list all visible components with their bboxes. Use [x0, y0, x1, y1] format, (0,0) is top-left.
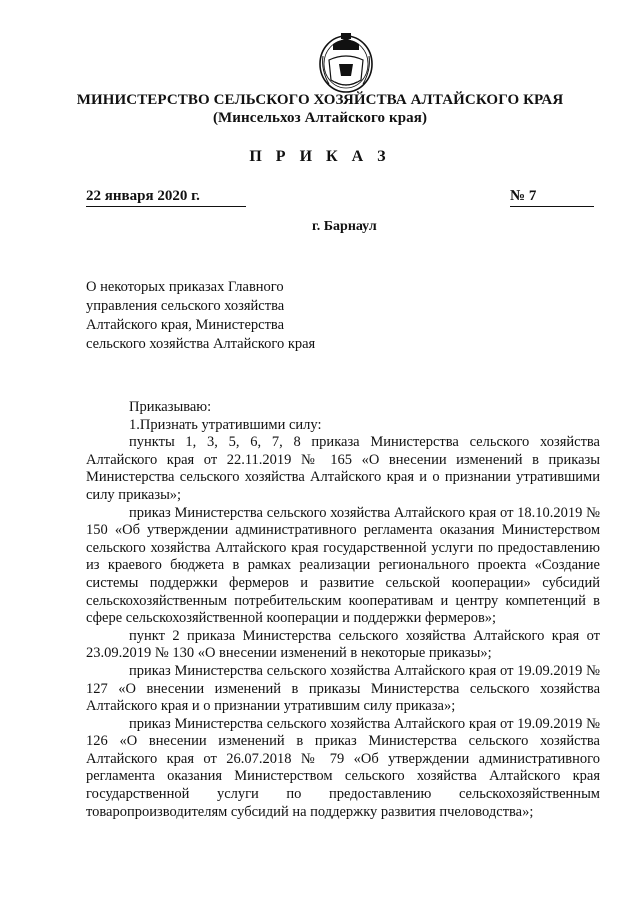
order-body	[86, 399, 600, 821]
order-number: № 7	[510, 188, 537, 204]
order-intro: Приказываю:	[129, 399, 212, 415]
issue-city: г. Барнаул	[312, 219, 377, 234]
document-type-title: П Р И К А З	[249, 148, 391, 165]
order-paragraph: приказ Министерства сельского хозяйства Алтайского края от 18.10.2019 № 150 «Об утверждении административного регламента оказания Министерством сельского хозяйства Алтайского края государственной услуги по предоставлению из краевого бюджета в рамках реализации регионального проекта «Создание системы поддержки фермеров и развитие сельской кооперации» субсидий сельскохозяйственным потребительским кооперативам и центру компетенций в сфере сельскохозяйственной кооперации и поддержки фермеров»;	[86, 504, 600, 627]
order-paragraph: приказ Министерства сельского хозяйства Алтайского края от 19.09.2019 № 127 «О внесении изменений в приказы Министерства сельского хозяйства Алтайского края и о признании утратившим силу приказа»;	[86, 662, 600, 715]
order-date: 22 января 2020 г.	[86, 188, 200, 204]
ministry-name: МИНИСТЕРСТВО СЕЛЬСКОГО ХОЗЯЙСТВА АЛТАЙСКОГО КРАЯ	[76, 92, 564, 108]
number-underline	[510, 206, 594, 207]
order-item-1: 1.Признать утратившими силу:	[129, 416, 322, 433]
order-paragraph: пункт 2 приказа Министерства сельского хозяйства Алтайского края от 23.09.2019 № 130 «О внесении изменений в некоторые приказы»;	[86, 627, 600, 662]
coat-of-arms-emblem-icon	[315, 30, 377, 96]
order-subject: О некоторых приказах Главного управления сельского хозяйства Алтайского края, Министерства сельского хозяйства Алтайского края	[86, 279, 316, 352]
order-paragraph: приказ Министерства сельского хозяйства Алтайского края от 19.09.2019 № 126 «О внесении изменений в приказ Министерства сельского хозяйства Алтайского края от 26.07.2018 № 79 «Об утверждении административного регламента оказания Министерством сельского хозяйства Алтайского края государственной услуги по предоставлению сельскохозяйственным товаропроизводителям субсидий на поддержку развития пчеловодства»;	[86, 715, 600, 820]
date-underline	[86, 206, 246, 207]
order-paragraph: пункты 1, 3, 5, 6, 7, 8 приказа Министерства сельского хозяйства Алтайского края от 22.11.2019 № 165 «О внесении изменений в приказы Министерства сельского хозяйства Алтайского края и о признании утратившими силу приказы»;	[86, 434, 600, 503]
ministry-short-name: (Минсельхоз Алтайского края)	[212, 110, 428, 126]
